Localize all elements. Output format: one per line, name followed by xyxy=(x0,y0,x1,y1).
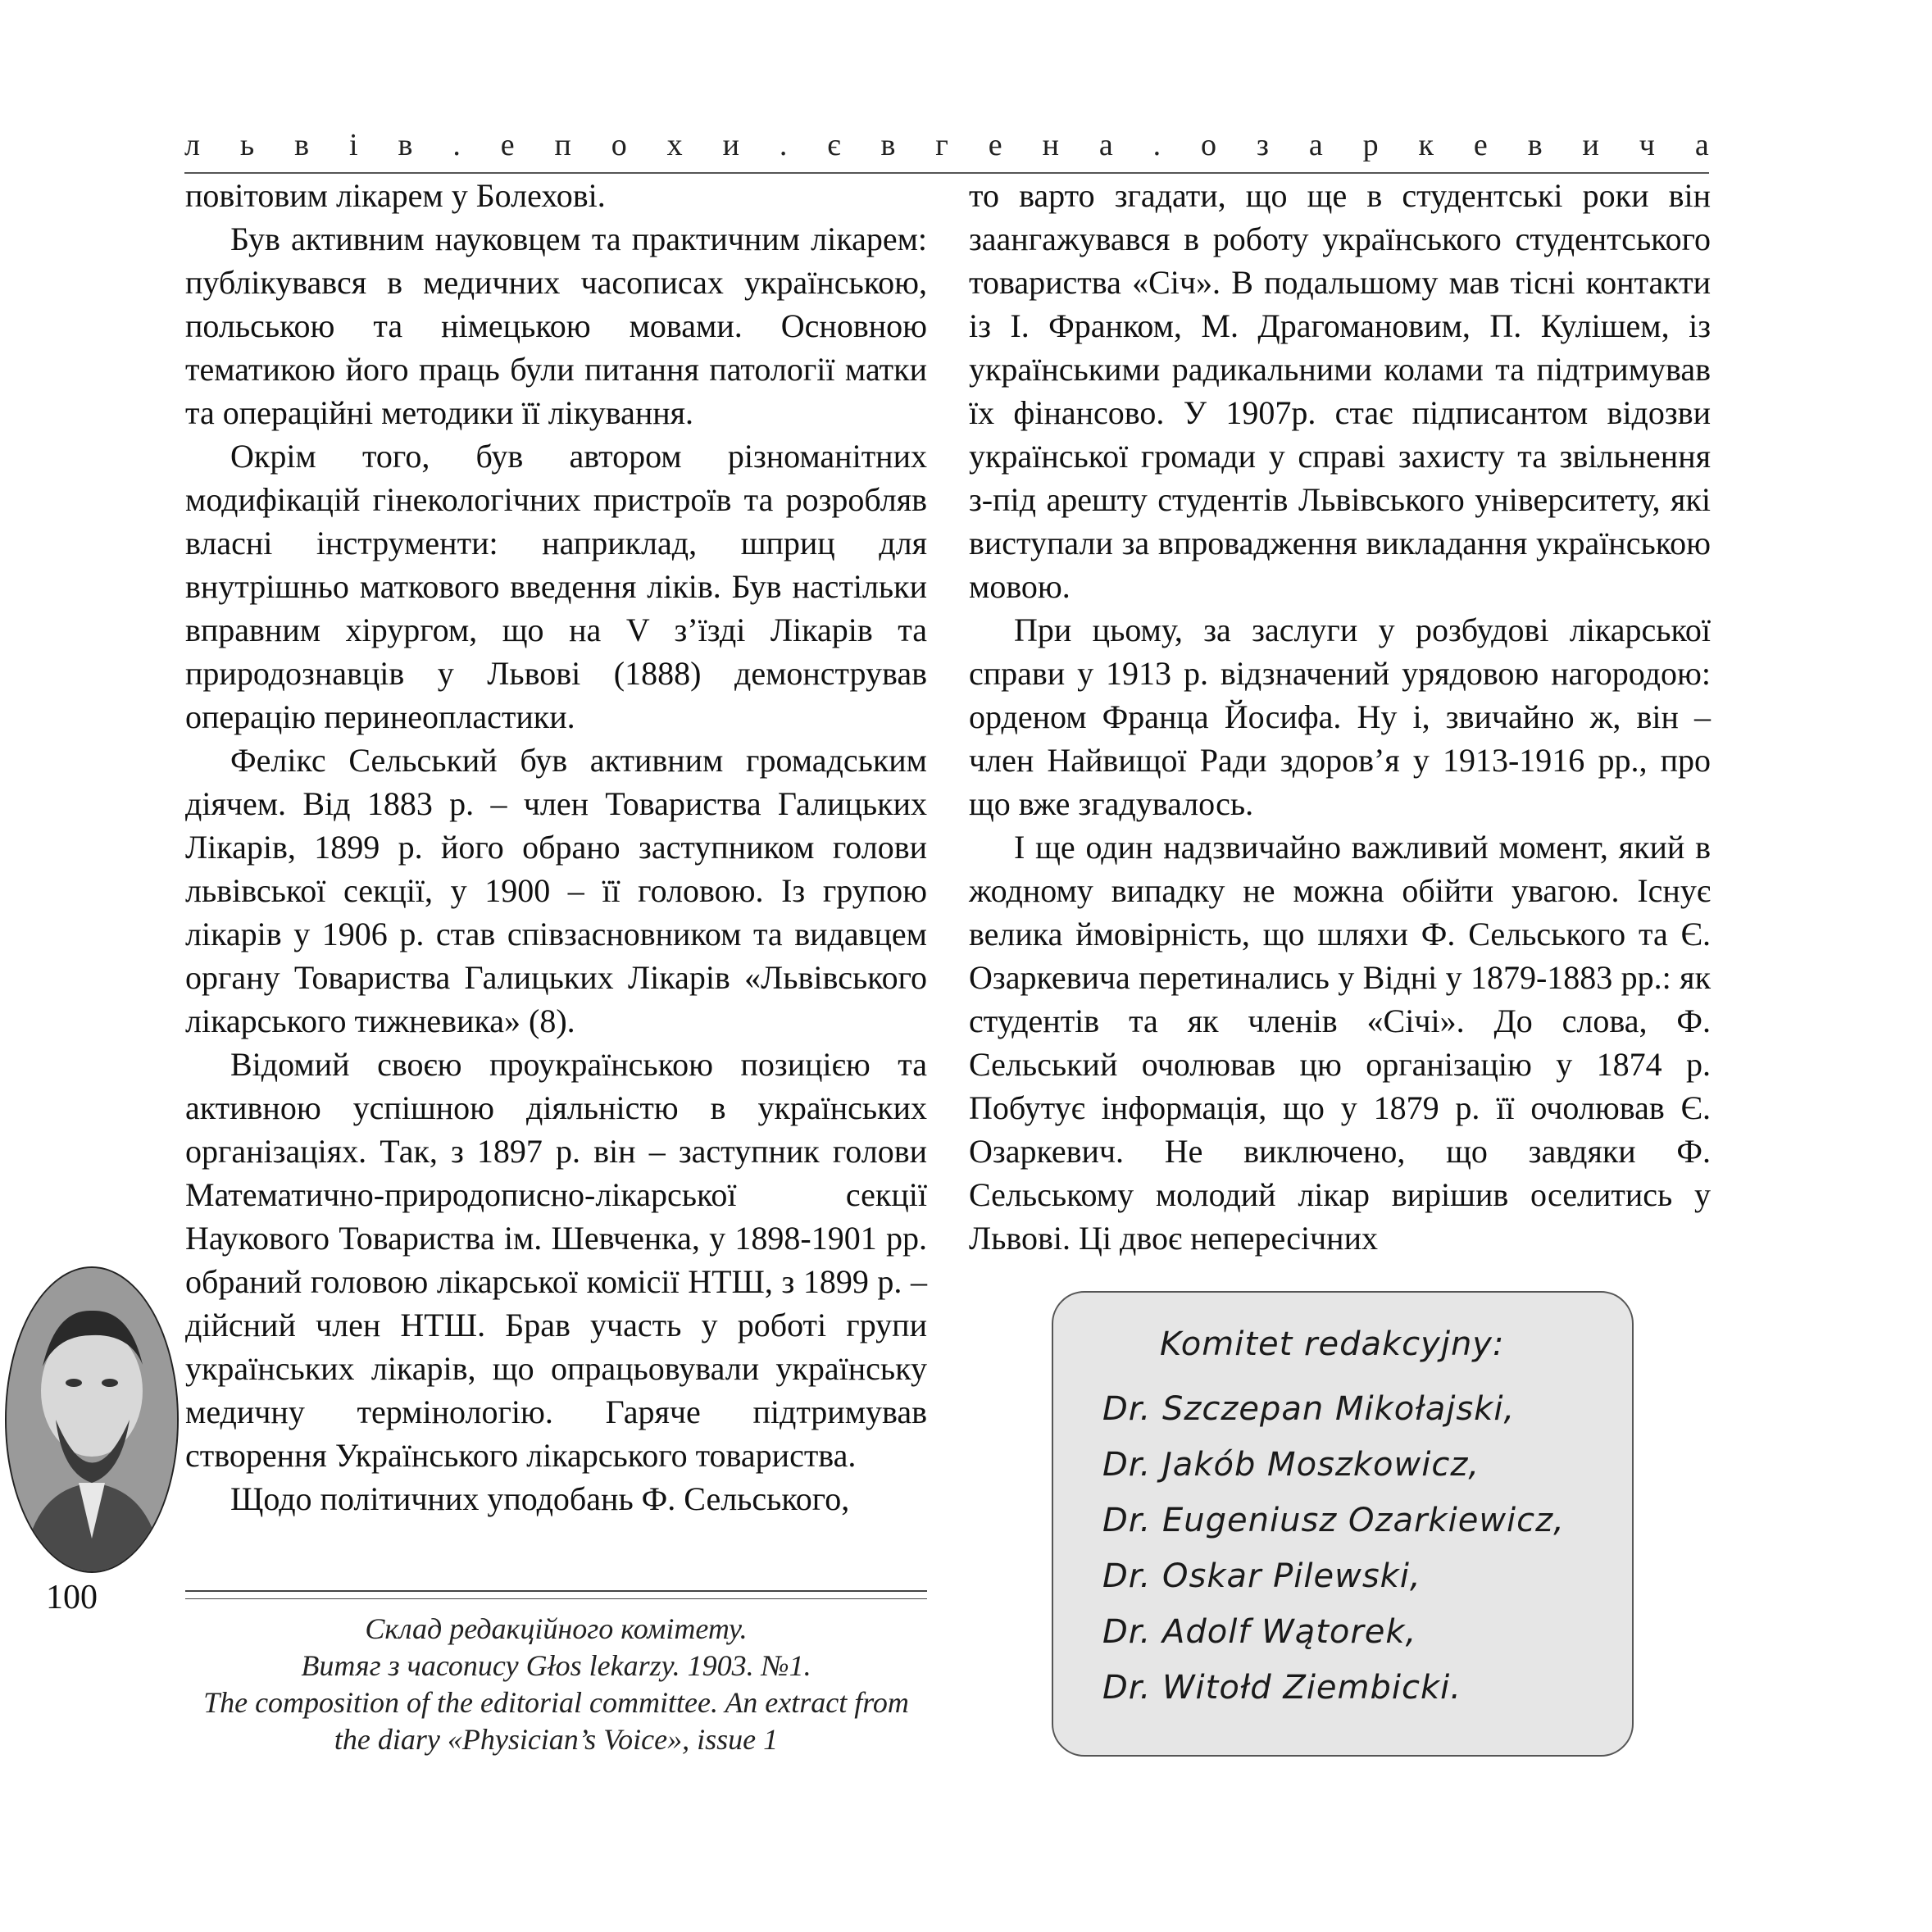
running-header-letter: и xyxy=(722,128,739,162)
portrait-photo xyxy=(5,1266,179,1573)
caption-line: Витяг з часопису Głos lekarzy. 1903. №1. xyxy=(301,1649,811,1682)
running-header-letter: в xyxy=(1527,128,1543,162)
page-number: 100 xyxy=(46,1579,98,1616)
paragraph: повітовим лікарем у Болехові. xyxy=(185,177,606,214)
running-header-letter: ч xyxy=(1639,128,1655,162)
facsimile-line: Dr. Adolf Wątorek, xyxy=(1102,1613,1417,1651)
running-header-letter: е xyxy=(988,128,1002,162)
running-header-letter: е xyxy=(1473,128,1488,162)
running-header-letter: л xyxy=(184,128,200,162)
running-header xyxy=(184,127,1709,163)
running-header-letter: в xyxy=(294,128,310,162)
paragraph: Окрім того, був автором різноманітних модифікацій гінекологічних пристроїв та розробляв власні інструменти: наприклад, шприц для внутрішньо маткового введення ліків. Був настільки вправним хірургом, що на V з’їзді Лікарів та природознавців у Львові (1888) демонстрував операцію перинеопластики. xyxy=(185,438,927,735)
paragraph: Відомий своєю проукраїнською позицією та активною успішною діяльністю в українських організаціях. Так, з 1897 р. він – заступник голови Математично-природописно-лікарської секції Наукового Товариства ім. Шевченка, у 1898-1901 рр. обраний головою лікарської комісії НТШ, з 1899 р. – дійсний член НТШ. Брав участь у роботі групи українських лікарів, що опрацьовували українську медичну термінологію. Гаряче підтримував створення Українського лікарського товариства. xyxy=(185,1046,927,1474)
caption-line: Склад редакційного комітету. xyxy=(365,1612,748,1645)
running-header-letter: а xyxy=(1694,128,1709,162)
facsimile-line: Dr. Jakób Moszkowicz, xyxy=(1102,1446,1480,1484)
running-header-letter: а xyxy=(1098,128,1113,162)
facsimile-line: Dr. Witołd Ziembicki. xyxy=(1102,1669,1462,1707)
paragraph: При цьому, за заслуги у розбудові лікарської справи у 1913 р. відзначений урядовою нагородою: орденом Франца Йосифа. Ну і, звичайно ж, він – член Найвищої Ради здоров’я у 1913-1916 рр., про що вже згадувалось. xyxy=(969,611,1711,822)
running-header-letter: н xyxy=(1042,128,1059,162)
caption-line: the diary «Physician’s Voice», issue 1 xyxy=(334,1723,779,1756)
running-header-letter: ь xyxy=(239,128,255,162)
figure-caption xyxy=(185,1611,927,1758)
running-header-letter: і xyxy=(348,128,358,162)
facsimile-line: Dr. Szczepan Mikołajski, xyxy=(1102,1390,1516,1428)
running-header-letter: в xyxy=(880,128,896,162)
right-column xyxy=(969,174,1711,1260)
running-header-letter: р xyxy=(1362,128,1379,162)
portrait-illustration xyxy=(7,1268,177,1571)
running-header-letter: г xyxy=(935,128,948,162)
running-header-letter: к xyxy=(1418,128,1434,162)
editorial-committee-facsimile xyxy=(1052,1291,1634,1757)
running-header-letter: а xyxy=(1308,128,1323,162)
paragraph: Був активним науковцем та практичним лікарем: публікувався в медичних часописах українською, польською та німецькою мовами. Основною тематикою його праць були питання патології матки та операційні методики її лікування. xyxy=(185,220,927,431)
facsimile-title: Komitet redakcyjny: xyxy=(1160,1325,1505,1363)
running-header-letter: о xyxy=(1201,128,1217,162)
running-header-letter: п xyxy=(554,128,571,162)
facsimile-line: Dr. Eugeniusz Ozarkiewicz, xyxy=(1102,1502,1565,1539)
running-header-letter: х xyxy=(666,128,683,162)
paragraph: то варто згадати, що ще в студентські роки він заангажувався в роботу українського студентського товариства «Січ». В подальшому мав тісні контакти із І. Франком, М. Драгомановим, П. Кулішем, із українськими радикальними колами та підтримував їх фінансово. У 1907р. стає підписантом відозви української громади у справі захисту та звільнення з-під арешту студентів Львівського університету, які виступали за впровадження викладання українською мовою. xyxy=(969,177,1711,605)
running-header-letter: е xyxy=(500,128,515,162)
paragraph: І ще один надзвичайно важливий момент, який в жодному випадку не можна обійти увагою. Існує велика ймовірність, що шляхи Ф. Сельського та Є. Озаркевича перетинались у Відні у 1879-1883 рр.: як студентів та як членів «Січі». До слова, Ф. Сельський очолював цю організацію у 1874 р. Побутує інформація, що у 1879 р. її очолював Є. Озаркевич. Не виключено, що завдяки Ф. Сельському молодий лікар вирішив оселитись у Львові. Ці двоє непересічних xyxy=(969,829,1711,1257)
running-header-letter: з xyxy=(1256,128,1269,162)
running-header-letter: в xyxy=(398,128,413,162)
caption-divider xyxy=(185,1590,927,1592)
facsimile-line: Dr. Oskar Pilewski, xyxy=(1102,1557,1421,1595)
left-column xyxy=(185,174,927,1521)
paragraph: Фелікс Сельський був активним громадським діячем. Від 1883 р. – член Товариства Галицьких Лікарів, 1899 р. його обрано заступником голови львівської секції, у 1900 – її головою. Із групою лікарів у 1906 р. став співзасновником та видавцем органу Товариства Галицьких Лікарів «Львівського лікарського тижневика» (8). xyxy=(185,742,927,1039)
running-header-letter: . xyxy=(779,128,788,162)
running-header-letter: . xyxy=(1152,128,1161,162)
running-header-letter: є xyxy=(827,128,841,162)
paragraph: Щодо політичних уподобань Ф. Сельського, xyxy=(230,1480,850,1517)
caption-divider xyxy=(185,1598,927,1599)
caption-line: The composition of the editorial committee. An extract from xyxy=(203,1686,909,1719)
running-header-letter: о xyxy=(611,128,627,162)
running-header-letter: . xyxy=(452,128,461,162)
running-header-letter: и xyxy=(1582,128,1599,162)
